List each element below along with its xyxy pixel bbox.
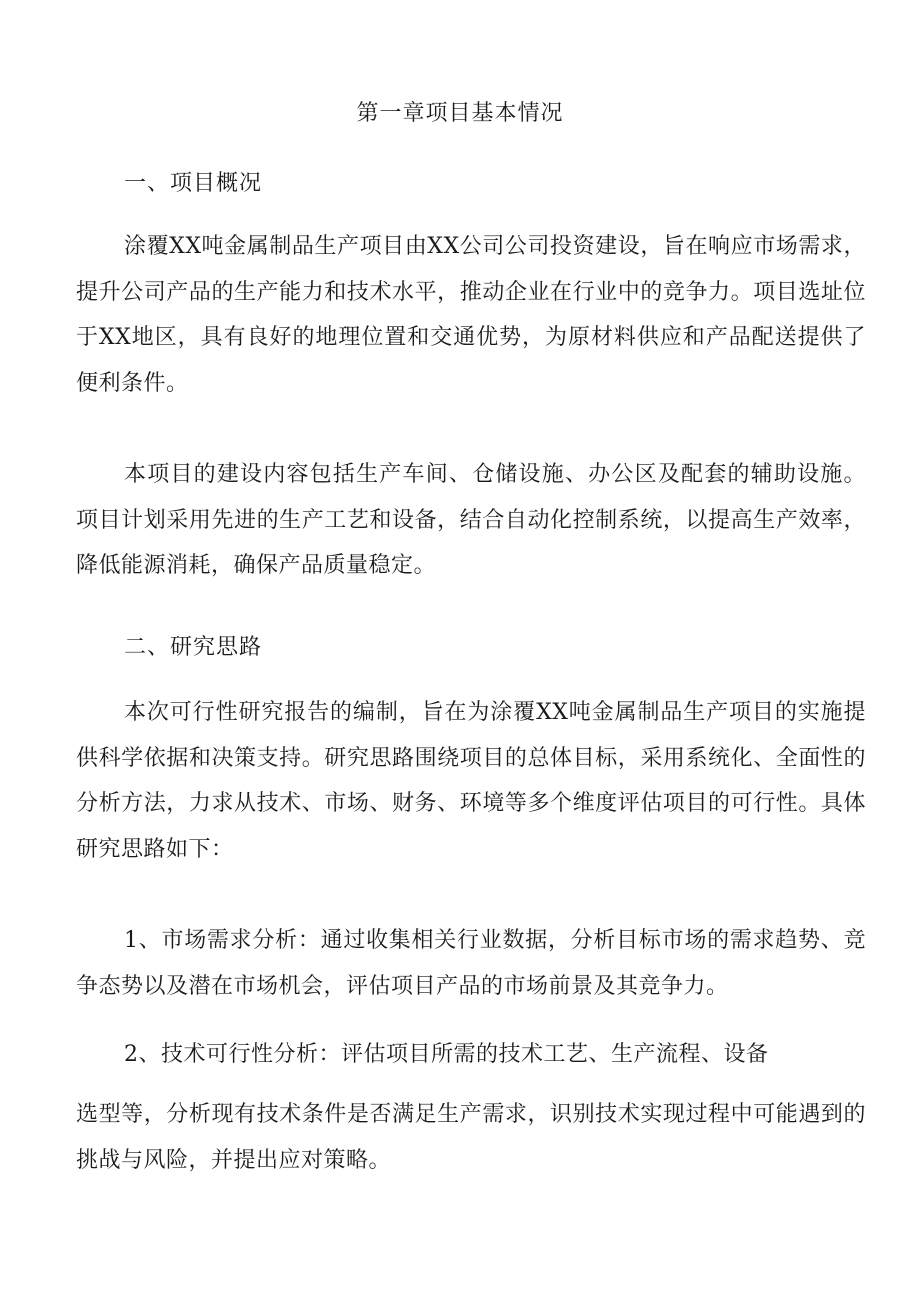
paragraph-research-1: 本次可行性研究报告的编制，旨在为涂覆XX吨金属制品生产项目的实施提供科学依据和决策支持。研究思路围绕项目的总体目标，采用系统化、全面性的分析方法，力求从技术、市场、财务、环境等多个维度评估项目的可行性。具体研究思路如下： [76,700,866,862]
paragraph-market-analysis: 1、市场需求分析：通过收集相关行业数据，分析目标市场的需求趋势、竞争态势以及潜在市场机会，评估项目产品的市场前景及其竞争力。 [76,928,866,999]
chapter-title: 第一章项目基本情况 [356,101,564,126]
paragraph-tech-analysis: 2、技术可行性分析：评估项目所需的技术工艺、生产流程、设备 [124,1042,769,1067]
section-heading-research: 二、研究思路 [124,635,263,660]
paragraph-tech-analysis-continued: 选型等，分析现有技术条件是否满足生产需求，识别技术实现过程中可能遇到的挑战与风险，并提出应对策略。 [76,1102,866,1173]
paragraph-overview-1: 涂覆XX吨金属制品生产项目由XX公司公司投资建设，旨在响应市场需求，提升公司产品的生产能力和技术水平，推动企业在行业中的竞争力。项目选址位于XX地区，具有良好的地理位置和交通优势，为原材料供应和产品配送提供了便利条件。 [76,234,866,396]
section-heading-overview: 一、项目概况 [124,171,263,196]
paragraph-overview-2: 本项目的建设内容包括生产车间、仓储设施、办公区及配套的辅助设施。项目计划采用先进的生产工艺和设备，结合自动化控制系统，以提高生产效率，降低能源消耗，确保产品质量稳定。 [76,462,866,578]
